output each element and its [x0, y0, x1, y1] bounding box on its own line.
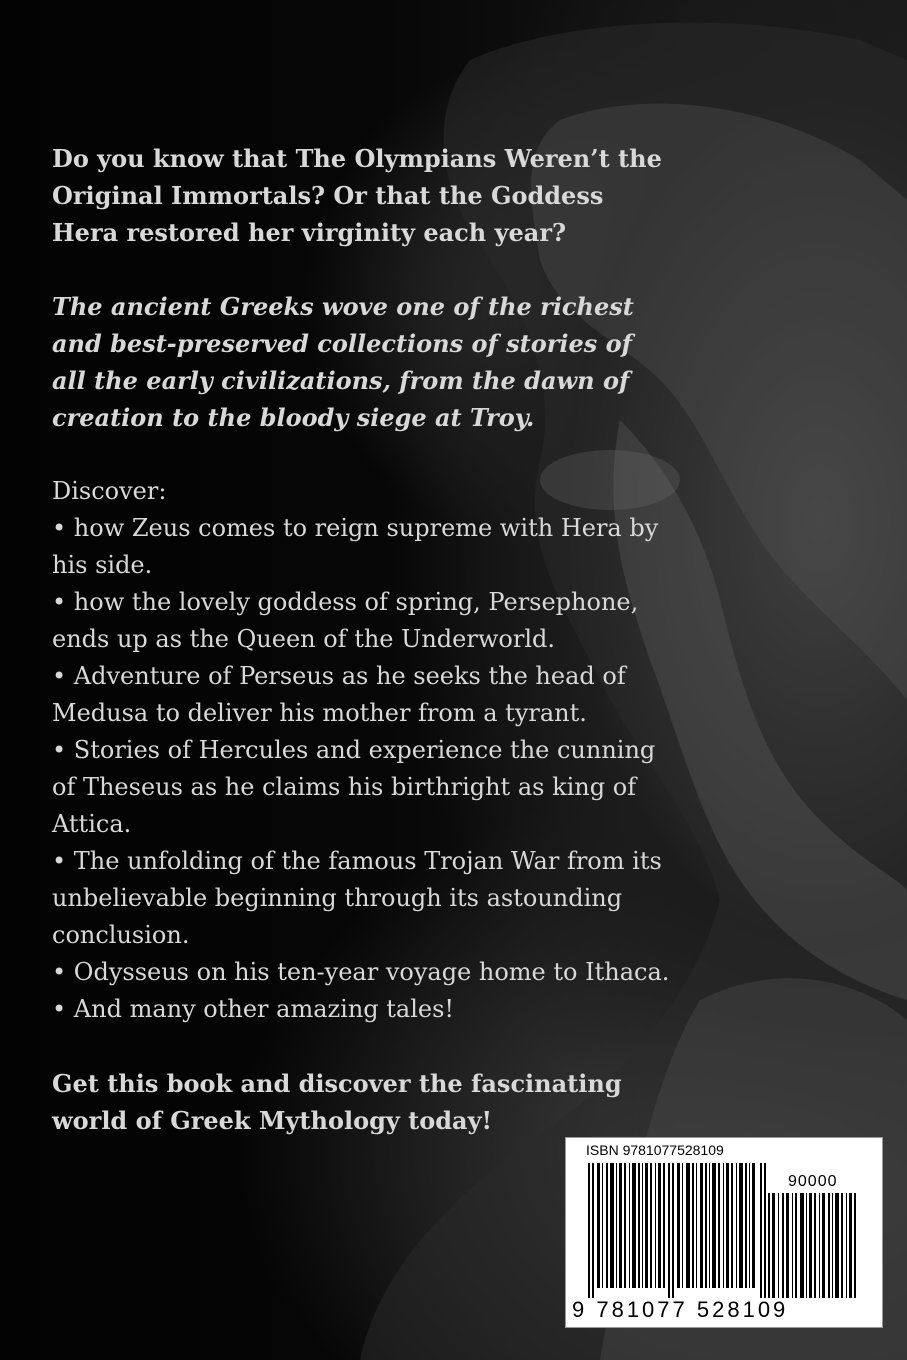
- list-item: • Stories of Hercules and experience the cunning of Theseus as he claims his birthright as king of Attica.: [52, 736, 656, 838]
- list-item: • how Zeus comes to reign supreme with Hera by his side.: [52, 514, 659, 579]
- isbn-barcode: [565, 1137, 883, 1328]
- barcode-bars-addon: [768, 1193, 856, 1298]
- list-item: • how the lovely goddess of spring, Persephone, ends up as the Queen of the Underworld.: [52, 588, 639, 653]
- list-item: • The unfolding of the famous Trojan War from its unbelievable beginning through its astounding conclusion.: [52, 847, 662, 949]
- intro-paragraph: Do you know that The Olympians Weren’t the Original Immortals? Or that the Goddess Hera restored her virginity each year?: [52, 144, 662, 247]
- list-item: • Odysseus on his ten-year voyage home to Ithaca.: [52, 958, 670, 986]
- description-text: [52, 140, 672, 1139]
- list-item: • Adventure of Perseus as he seeks the head of Medusa to deliver his mother from a tyrant.: [52, 662, 626, 727]
- list-item: • And many other amazing tales!: [52, 995, 455, 1023]
- closing-paragraph: Get this book and discover the fascinating world of Greek Mythology today!: [52, 1069, 622, 1135]
- discover-heading: Discover:: [52, 477, 167, 505]
- discover-list: [52, 473, 672, 1028]
- isbn-label: ISBN 9781077528109: [586, 1142, 724, 1158]
- isbn-digits: 9 781077 528109: [572, 1297, 789, 1322]
- price-code: 90000: [788, 1173, 838, 1190]
- lead-paragraph: The ancient Greeks wove one of the richest and best-preserved collections of stories of all the early civilizations, from the dawn of creation to the bloody siege at Troy.: [52, 292, 634, 432]
- barcode-bars-main: [588, 1163, 766, 1298]
